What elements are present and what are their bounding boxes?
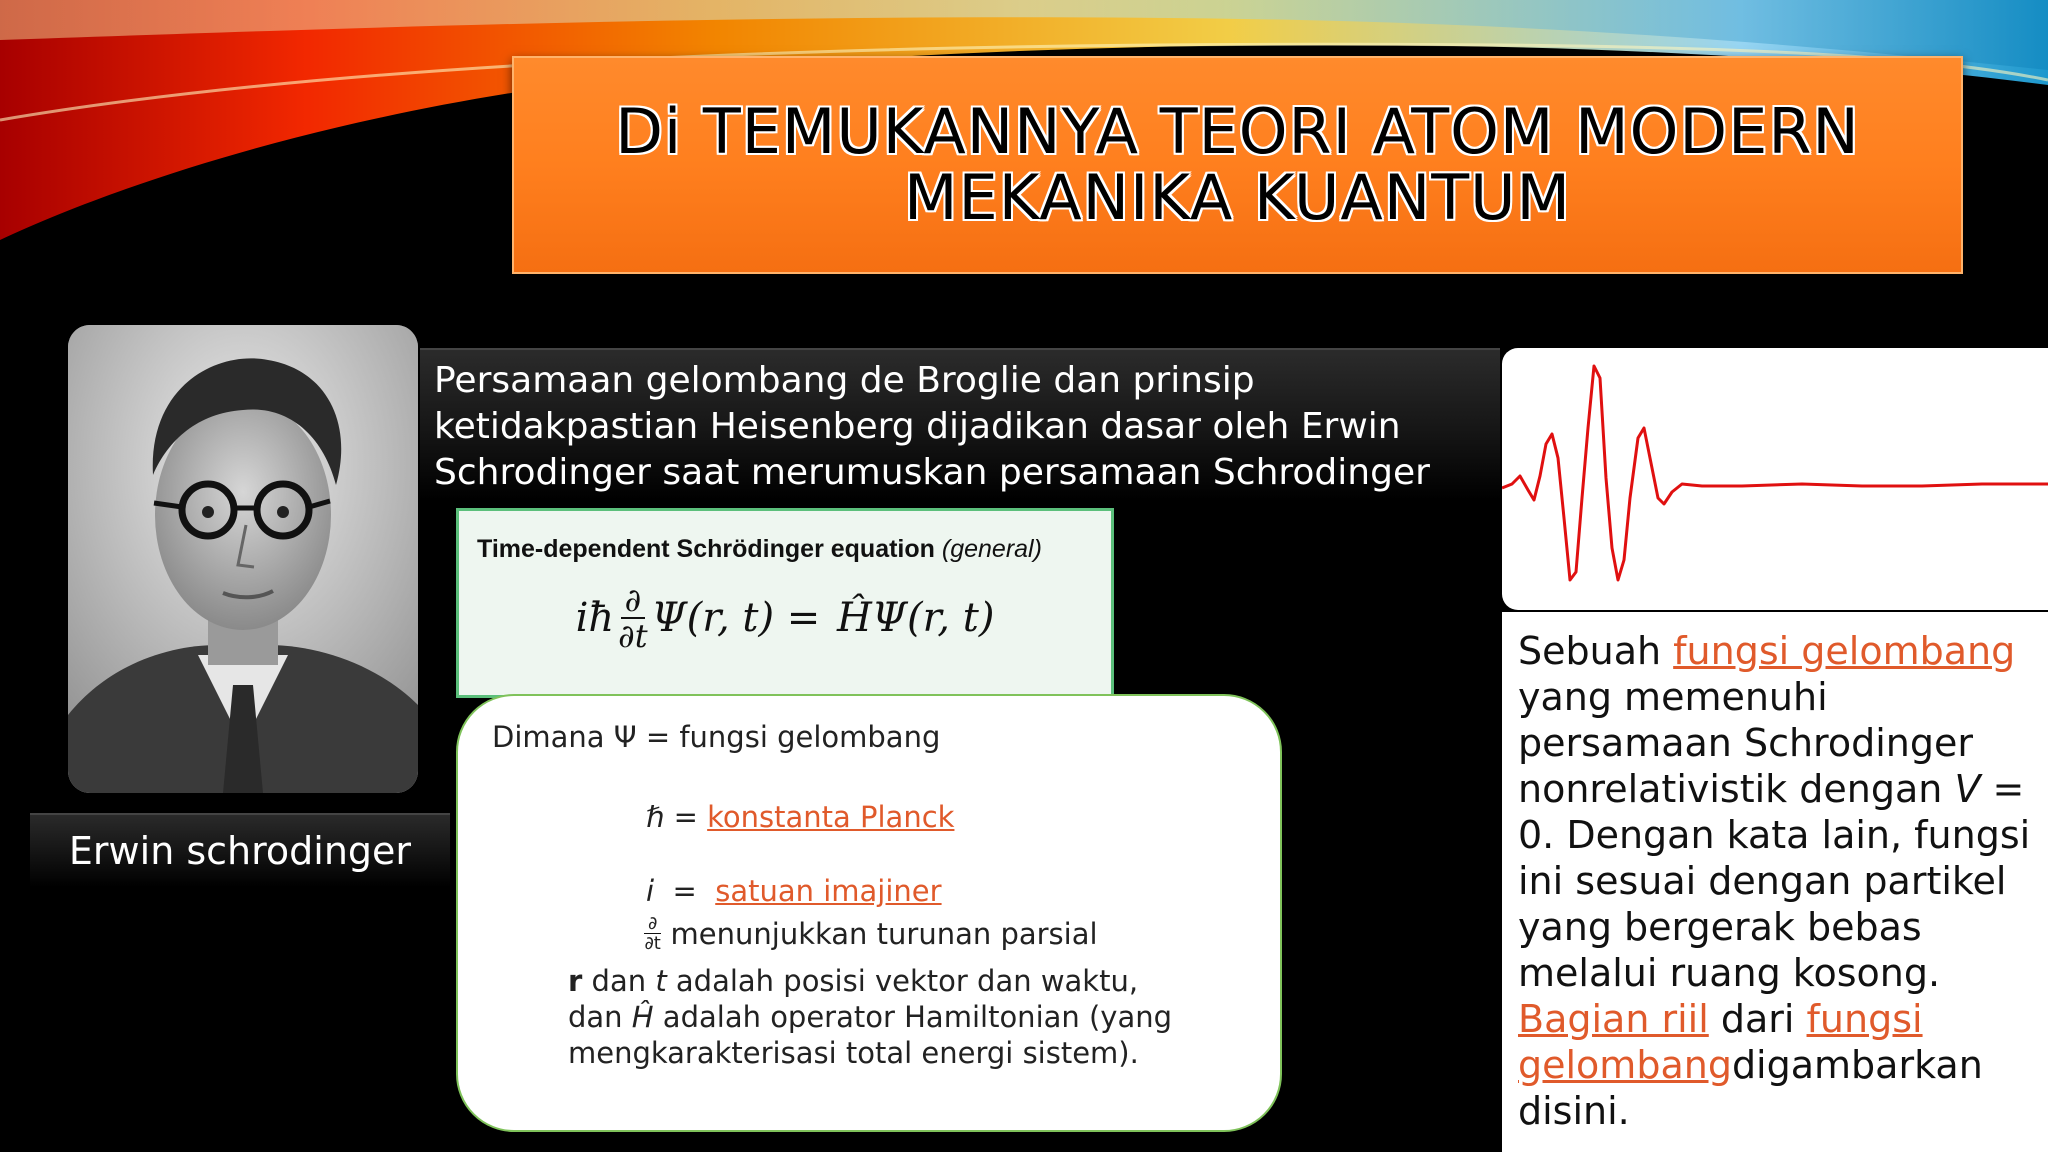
t-symbol: t [655, 964, 667, 998]
r-text-2: adalah posisi vektor dan waktu, [666, 964, 1139, 998]
equation-rhs: ĤΨ(r, t) [837, 595, 995, 641]
intro-text: Persamaan gelombang de Broglie dan prinsip ketidakpastian Heisenberg dijadikan dasar oleh Erwin Schrodinger saat merumuskan persamaan Schrodinger [420, 348, 1500, 500]
psi-definition: Dimana Ψ = fungsi gelombang [492, 720, 941, 754]
side-text-2: yang memenuhi persamaan Schrodinger nonrelativistik dengan [1518, 629, 2028, 811]
fraction-numerator: ∂ [621, 583, 646, 619]
bagian-riil-link[interactable]: Bagian riil [1518, 997, 1709, 1041]
satuan-imajiner-link[interactable]: satuan imajiner [715, 874, 942, 908]
wave-packet-plot [1502, 348, 2048, 610]
fungsi-gelombang-link-2[interactable]: fungsi gelombang [1518, 997, 1923, 1087]
side-text-3: = 0. Dengan kata lain, fungsi ini sesuai dengan partikel yang bergerak bebas melalui ruang kosong. [1518, 767, 2043, 995]
side-text-1: Sebuah [1518, 629, 1674, 673]
partial-text: menunjukkan turunan parsial [661, 916, 1098, 951]
fungsi-gelombang-link[interactable]: fungsi gelombang [1673, 629, 2016, 673]
side-text-5: digambarkan disini. [1518, 1043, 1983, 1133]
equation-qualifier: (general) [941, 535, 1042, 563]
equation-partial-fraction [618, 583, 647, 653]
equation-lhs-rest: Ψ(r, t) = [651, 595, 834, 641]
portrait-caption: Erwin schrodinger [30, 813, 450, 887]
equation-formula [459, 583, 1111, 653]
konstanta-planck-link[interactable]: konstanta Planck [707, 800, 955, 834]
slide-title-line-2: MEKANIKA KUANTUM [904, 161, 1571, 234]
hamiltonian-definition-cont: mengkarakterisasi total energi sistem). [568, 1036, 1139, 1070]
hamiltonian-definition [568, 1000, 1172, 1034]
schrodinger-portrait [68, 325, 418, 793]
equation-title [477, 535, 1042, 564]
wave-function-graph [1502, 348, 2048, 610]
h-symbol: Ĥ [631, 1000, 654, 1034]
partial-denominator: ∂t [644, 933, 661, 954]
hbar-symbol: ℏ [646, 800, 665, 834]
wave-function-description [1502, 612, 2048, 1152]
fraction-denominator: ∂t [618, 617, 648, 655]
h-text-1: dan [568, 1000, 632, 1034]
partial-definition [644, 914, 1098, 953]
r-t-definition [568, 964, 1138, 998]
title-banner [512, 56, 1963, 274]
i-equals: = [654, 874, 716, 908]
v-symbol: V [1954, 767, 1981, 811]
i-symbol: i [646, 874, 655, 908]
definitions-box [456, 694, 1282, 1132]
side-text-4: dari [1708, 997, 1807, 1041]
partial-numerator: ∂ [644, 914, 661, 934]
r-text-1: dan [582, 964, 656, 998]
equation-title-text: Time-dependent Schrödinger equation [477, 535, 935, 563]
schrodinger-equation-box [456, 508, 1114, 698]
hbar-definition [646, 800, 954, 834]
portrait-illustration [68, 325, 418, 793]
h-text-2: adalah operator Hamiltonian (yang [653, 1000, 1173, 1034]
r-symbol: r [568, 964, 583, 998]
wave-packet-line [1502, 366, 2048, 580]
hbar-equals: = [664, 800, 708, 834]
equation-lhs-prefix: iħ [575, 595, 615, 641]
i-definition [646, 874, 942, 908]
slide-title-line-1: Di TEMUKANNYA TEORI ATOM MODERN [615, 95, 1860, 168]
partial-fraction [644, 914, 661, 953]
